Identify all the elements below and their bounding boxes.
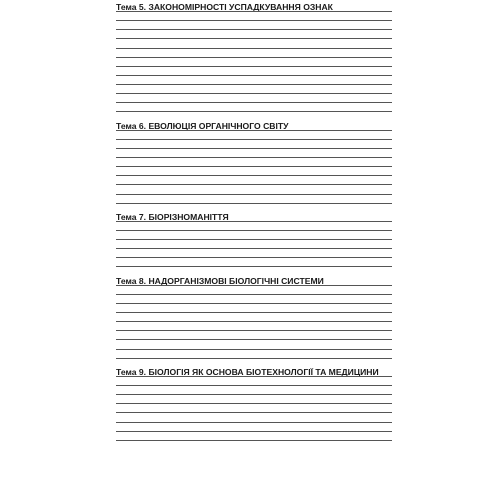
section-entry [116,312,392,313]
section-entry [116,412,392,413]
summary-entry [116,257,392,258]
summary-entry [116,194,392,195]
page-number [377,84,392,85]
page-number [377,93,392,94]
summary-entry [116,203,392,204]
section-entry [116,175,392,176]
entry-title [116,57,318,58]
entry-title [116,422,206,423]
entry-title [116,339,235,340]
entry-title [116,148,210,149]
entry-title [138,102,359,103]
entry-title [116,48,247,49]
summary-entry [116,349,392,350]
section-entry [116,84,392,85]
topic-title: НАДОРГАНІЗМОВІ БІОЛОГІЧНІ СИСТЕМИ [148,275,324,286]
section-entry [116,403,392,404]
topic-title: БІОЛОГІЯ ЯК ОСНОВА БІОТЕХНОЛОГІЇ ТА МЕДИЦИНИ [148,366,379,377]
page-number [377,294,392,295]
section-entry [116,66,392,67]
section-entry [116,29,392,30]
page-number [377,194,392,195]
entry-title [116,166,194,167]
page-number [377,230,392,231]
entry-title [138,111,218,112]
topic-title: БІОРІЗНОМАНІТТЯ [148,211,229,222]
entry-title [116,403,241,404]
section-entry [116,376,392,377]
entry-title [116,312,222,313]
page-number [377,29,392,30]
page-number [377,358,392,359]
entry-title [116,29,319,30]
entry-title [116,385,196,386]
page-number [377,166,392,167]
section-entry [116,330,392,331]
section-entry [116,166,392,167]
section-entry [116,385,392,386]
entry-title [116,20,350,21]
page-number [377,175,392,176]
entry-title [116,376,217,377]
page-number [377,303,392,304]
section-entry [116,148,392,149]
section-entry [116,294,392,295]
topic-label: Тема 5. [116,2,149,12]
page-number [377,266,392,267]
entry-title [138,266,218,267]
section-entry [116,38,392,39]
page-number [377,403,392,404]
page-number [377,431,392,432]
entry-title [116,412,289,413]
summary-entry [116,440,392,441]
entry-title [116,66,278,67]
topic-label: Тема 9. [116,366,149,377]
page-number [377,330,392,331]
page-number [377,257,392,258]
entry-title [116,130,236,131]
section-entry [116,394,392,395]
entry-title [138,203,218,204]
entry-title [116,93,204,94]
section-entry [116,239,392,240]
entry-title [116,330,242,331]
page-number [377,394,392,395]
entry-title [116,230,260,231]
topic-label: Тема 7. [116,211,149,222]
section-entry [116,57,392,58]
section-entry [116,303,392,304]
topic-title: ЗАКОНОМІРНОСТІ УСПАДКУВАННЯ ОЗНАК [148,2,333,12]
page-number [377,184,392,185]
section-entry [116,48,392,49]
page-number [377,20,392,21]
entry-title [138,358,218,359]
page-number [377,139,392,140]
page-number [377,111,392,112]
page-number [377,285,392,286]
section-entry [116,321,392,322]
page-number [377,203,392,204]
summary-entry [116,358,392,359]
page-number [377,38,392,39]
page-number [377,48,392,49]
section-entry [116,422,392,423]
entry-title [116,303,206,304]
entry-title [116,38,194,39]
summary-entry [116,111,392,112]
page-number [377,75,392,76]
entry-title [116,294,260,295]
entry-title [116,321,255,322]
entry-title [116,139,194,140]
page-number [377,248,392,249]
page-number [377,11,392,12]
section-entry [116,75,392,76]
page-number [377,148,392,149]
section-entry [116,157,392,158]
section-entry [116,184,392,185]
section-entry [116,285,392,286]
page-number [377,440,392,441]
page-number [377,157,392,158]
page-number [377,376,392,377]
entry-title [116,285,282,286]
page-number [377,321,392,322]
topic-title: ЕВОЛЮЦІЯ ОРГАНІЧНОГО СВІТУ [148,120,289,131]
page-number [377,221,392,222]
section-entry [116,130,392,131]
entry-title [116,221,306,222]
page-number [377,130,392,131]
page-number [377,412,392,413]
entry-title [116,75,276,76]
entry-title [116,157,314,158]
section-entry [116,221,392,222]
section-entry [116,11,392,12]
entry-title [116,84,206,85]
topic-label: Тема 6. [116,120,149,131]
summary-entry [116,431,392,432]
section-entry [116,248,392,249]
entry-title [138,257,288,258]
page-number [377,57,392,58]
section-entry [116,139,392,140]
entry-title [116,394,186,395]
page-number [377,349,392,350]
page-number [377,312,392,313]
section-entry [116,230,392,231]
entry-title [138,431,218,432]
entry-title [116,248,172,249]
section-entry [116,93,392,94]
page-number [377,385,392,386]
page-number [377,422,392,423]
entry-title [116,11,290,12]
topic-label: Тема 8. [116,275,149,286]
entry-title [116,184,293,185]
entry-title [116,239,191,240]
page-number [377,339,392,340]
entry-title [138,349,355,350]
page-number [377,66,392,67]
entry-title [116,175,202,176]
section-entry [116,20,392,21]
summary-entry [116,102,392,103]
entry-title [138,440,212,441]
summary-entry [116,266,392,267]
section-entry [116,339,392,340]
page-number [377,239,392,240]
entry-title [138,194,329,195]
